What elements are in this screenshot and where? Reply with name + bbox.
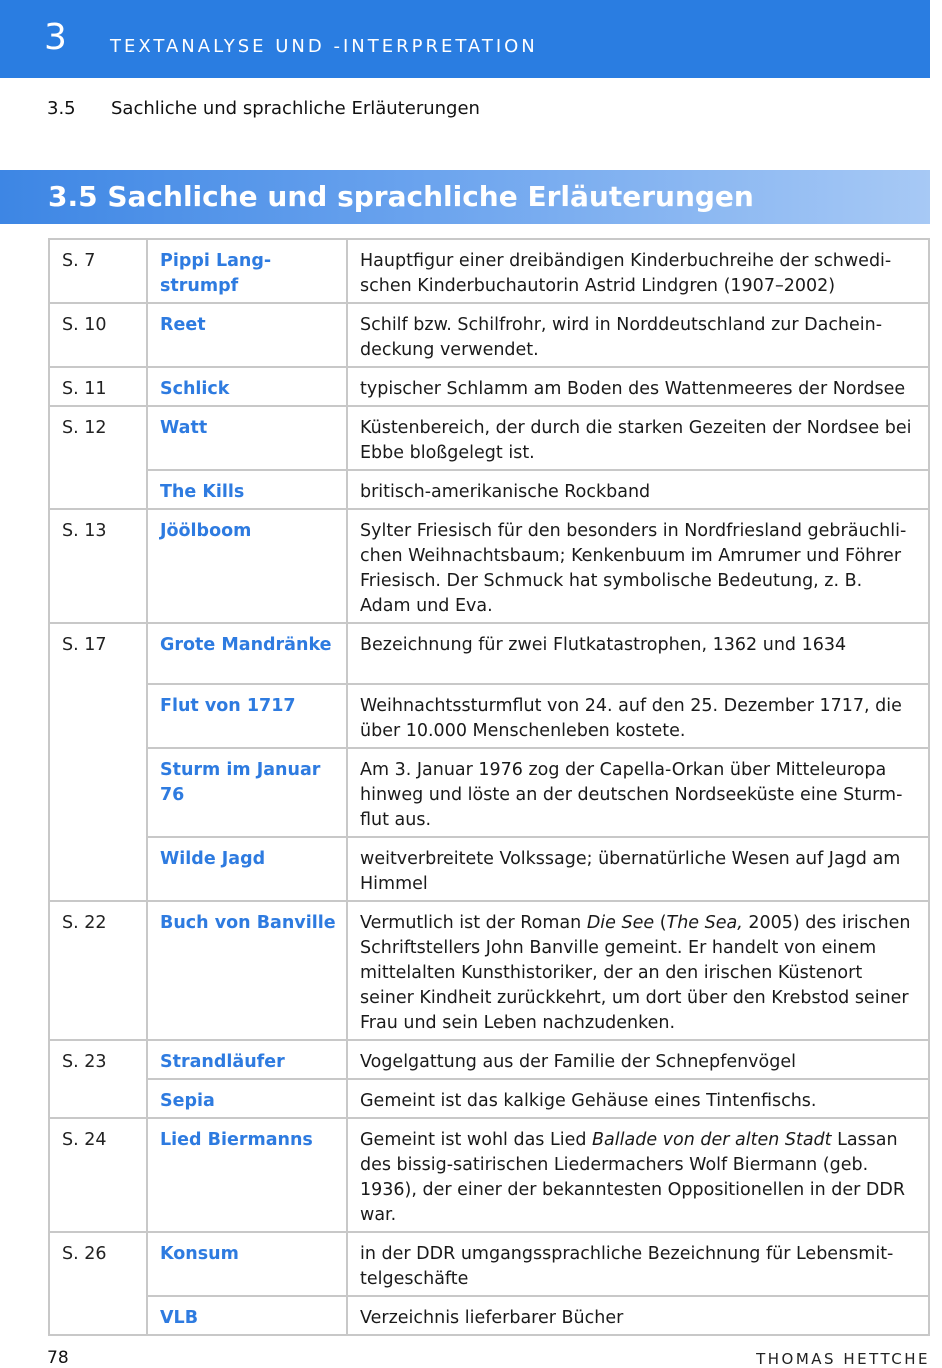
definition [347,1118,929,1232]
definition: Weihnachtssturmflut von 24. auf den 25. Dezember 1717, die über 10.000 Menschenleben kostete. [347,684,929,748]
definition: Verzeichnis lieferbarer Bücher [347,1296,929,1335]
definition: britisch-amerikanische Rockband [347,470,929,509]
page-number: 78 [47,1348,69,1368]
page-ref: S. 23 [49,1040,147,1118]
definition-text: Lassan des bissig-satirischen Liedermachers Wolf Biermann (geb. 1936), der einer der bekanntesten Oppositionellen in der DDR war. [360,1130,906,1225]
definition: in der DDR umgangssprachliche Bezeichnung für Lebensmit-telgeschäfte [347,1232,929,1296]
table-row [49,509,929,623]
table-row [49,1232,929,1296]
page-ref: S. 10 [49,303,147,367]
table-row [49,1079,929,1118]
term: VLB [147,1296,347,1335]
author-name: THOMAS HETTCHE [756,1350,930,1368]
page-ref: S. 7 [49,239,147,303]
term [147,239,347,303]
definition: Gemeint ist das kalkige Gehäuse eines Tintenfischs. [347,1079,929,1118]
page-ref: S. 11 [49,367,147,406]
running-header [47,98,480,119]
table-row [49,406,929,470]
definition-text: ( [654,913,667,933]
page-ref: S. 17 [49,623,147,901]
definition: typischer Schlamm am Boden des Wattenmeeres der Nordsee [347,367,929,406]
book-title-de: Die See [586,913,655,933]
term: Buch von Banville [147,901,347,1040]
table-row [49,901,929,1040]
table-row [49,684,929,748]
definition: Hauptfigur einer dreibändigen Kinderbuchreihe der schwedi-schen Kinderbuchautorin Astrid Lindgren (1907–2002) [347,239,929,303]
chapter-title: TEXTANALYSE UND -INTERPRETATION [110,36,538,57]
table-row [49,1118,929,1232]
page-ref: S. 13 [49,509,147,623]
definition-text: 2005) des irischen Schriftstellers John Banville gemeint. Er handelt von einem mittelalten Kunsthistoriker, der an den irischen Küstenort seiner Kindheit zurückkehrt, um dort über den Krebstod seiner Frau und sein Leben nachzudenken. [360,913,911,1033]
term-text: Pippi Lang-strumpf [160,251,272,296]
term: Flut von 1717 [147,684,347,748]
definition: Sylter Friesisch für den besonders in Nordfriesland gebräuchli-chen Weihnachtsbaum; Kenkenbuum im Amrumer und Föhrer Friesisch. Der Schmuck hat symbolische Bedeutung, z. B. Adam und Eva. [347,509,929,623]
definition [347,901,929,1040]
glossary-table [48,238,930,1336]
definition-text: Gemeint ist wohl das Lied [360,1130,593,1150]
term: Jöölboom [147,509,347,623]
term: Grote Mandränke [147,623,347,684]
table-row [49,470,929,509]
table-row [49,303,929,367]
term: Schlick [147,367,347,406]
table-row [49,1296,929,1335]
table-row [49,837,929,901]
table-row [49,623,929,684]
term: Lied Biermanns [147,1118,347,1232]
table-row [49,1040,929,1079]
page-ref: S. 26 [49,1232,147,1335]
term: Konsum [147,1232,347,1296]
page-ref: S. 22 [49,901,147,1040]
table-row [49,367,929,406]
term: Strandläufer [147,1040,347,1079]
definition: Am 3. Januar 1976 zog der Capella-Orkan über Mitteleuropa hinweg und löste an der deutschen Nordseeküste eine Sturm-flut aus. [347,748,929,837]
term: Watt [147,406,347,470]
definition: weitverbreitete Volkssage; übernatürliche Wesen auf Jagd am Himmel [347,837,929,901]
term: Sepia [147,1079,347,1118]
term: Reet [147,303,347,367]
definition-text: Vermutlich ist der Roman [360,913,587,933]
page-ref: S. 24 [49,1118,147,1232]
table-row [49,239,929,303]
table-row [49,748,929,837]
term: The Kills [147,470,347,509]
page-ref: S. 12 [49,406,147,509]
section-title: 3.5 Sachliche und sprachliche Erläuterungen [48,180,754,213]
definition: Schilf bzw. Schilfrohr, wird in Norddeutschland zur Dachein-deckung verwendet. [347,303,929,367]
definition: Küstenbereich, der durch die starken Gezeiten der Nordsee bei Ebbe bloßgelegt ist. [347,406,929,470]
term: Sturm im Januar 76 [147,748,347,837]
chapter-number: 3 [44,17,67,58]
running-header-number: 3.5 [47,98,76,119]
definition: Bezeichnung für zwei Flutkatastrophen, 1362 und 1634 [347,623,929,684]
running-header-title: Sachliche und sprachliche Erläuterungen [111,98,480,119]
term: Wilde Jagd [147,837,347,901]
definition: Vogelgattung aus der Familie der Schnepfenvögel [347,1040,929,1079]
song-title: Ballade von der alten Stadt [592,1130,832,1150]
book-title-en: The Sea, [666,913,743,933]
